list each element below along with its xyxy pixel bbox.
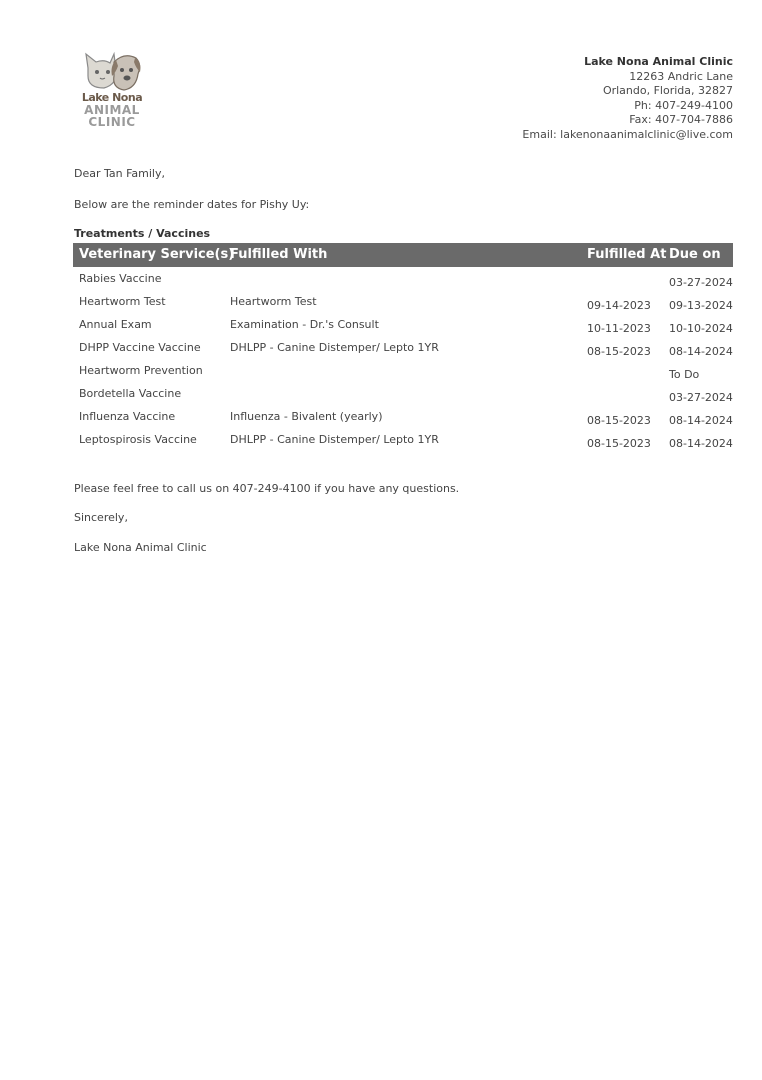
cell-service: Bordetella Vaccine (79, 387, 182, 400)
table-header (73, 243, 733, 267)
cell-service: Rabies Vaccine (79, 272, 162, 285)
signature: Lake Nona Animal Clinic (74, 541, 207, 554)
table-row (73, 383, 733, 405)
table-row (73, 268, 733, 290)
intro-text: Below are the reminder dates for Pishy Uy: (74, 198, 310, 211)
header-due-on: Due on (669, 247, 721, 262)
clinic-phone: Ph: 407-249-4100 (634, 98, 733, 112)
cell-service: Heartworm Test (79, 295, 166, 308)
clinic-email: Email: lakenonaanimalclinic@live.com (522, 127, 733, 141)
cell-fulfilled-with: DHLPP - Canine Distemper/ Lepto 1YR (230, 433, 439, 446)
table-row (73, 406, 733, 428)
section-title: Treatments / Vaccines (74, 227, 211, 240)
table-row (73, 337, 733, 359)
pets-logo-icon (80, 48, 144, 94)
clinic-address: 12263 Andric Lane (629, 69, 733, 83)
cell-due-on: 10-10-2024 (669, 322, 733, 335)
cell-due-on: 08-14-2024 (669, 437, 733, 450)
cell-due-on: 09-13-2024 (669, 299, 733, 312)
logo-wordmark (80, 92, 144, 128)
table-row (73, 314, 733, 336)
clinic-name: Lake Nona Animal Clinic (584, 55, 733, 68)
cell-fulfilled-at: 08-15-2023 (587, 414, 651, 427)
cell-service: DHPP Vaccine Vaccine (79, 341, 201, 354)
cell-fulfilled-at: 09-14-2023 (587, 299, 651, 312)
cell-due-on: 08-14-2024 (669, 345, 733, 358)
cell-service: Influenza Vaccine (79, 410, 176, 423)
table-row (73, 360, 733, 382)
clinic-city: Orlando, Florida, 32827 (602, 84, 733, 98)
table-row (73, 291, 733, 313)
header-fulfilled-at: Fulfilled At (587, 247, 667, 262)
logo-line-2: ANIMAL (84, 103, 140, 117)
table-row (73, 429, 733, 451)
cell-due-on: 03-27-2024 (669, 276, 733, 289)
cell-due-on: To Do (669, 368, 700, 381)
cell-fulfilled-with: Influenza - Bivalent (yearly) (230, 410, 383, 423)
cell-fulfilled-with: Heartworm Test (230, 295, 317, 308)
cell-due-on: 08-14-2024 (669, 414, 733, 427)
cell-fulfilled-at: 08-15-2023 (587, 345, 651, 358)
logo-line-3: CLINIC (88, 115, 136, 129)
greeting: Dear Tan Family, (74, 167, 165, 180)
header-service: Veterinary Service(s) (79, 247, 235, 262)
clinic-logo (80, 48, 144, 138)
header-fulfilled-with: Fulfilled With (230, 247, 328, 262)
cell-service: Annual Exam (79, 318, 152, 331)
clinic-contact-block (522, 55, 733, 143)
clinic-fax: Fax: 407-704-7886 (629, 113, 733, 127)
cell-service: Leptospirosis Vaccine (79, 433, 197, 446)
cell-fulfilled-with: DHLPP - Canine Distemper/ Lepto 1YR (230, 341, 439, 354)
signoff: Sincerely, (74, 511, 128, 524)
cell-service: Heartworm Prevention (79, 364, 203, 377)
cell-fulfilled-at: 10-11-2023 (587, 322, 651, 335)
logo-line-1: Lake Nona (81, 91, 143, 104)
cell-fulfilled-at: 08-15-2023 (587, 437, 651, 450)
closing-note: Please feel free to call us on 407-249-4100 if you have any questions. (74, 482, 460, 495)
cell-fulfilled-with: Examination - Dr.'s Consult (230, 318, 379, 331)
cell-due-on: 03-27-2024 (669, 391, 733, 404)
